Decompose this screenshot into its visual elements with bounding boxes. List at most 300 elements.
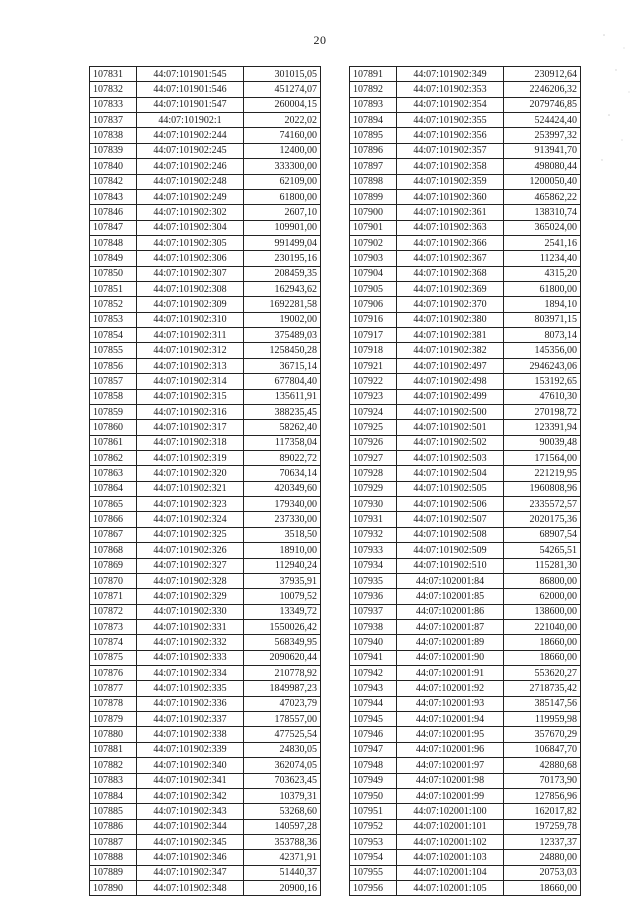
value-cell: 62109,00	[244, 174, 321, 189]
table-row	[350, 389, 581, 404]
table-row	[90, 543, 321, 558]
cadastral-number-cell: 44:07:101902:341	[137, 773, 244, 788]
value-cell: 61800,00	[504, 282, 581, 297]
row-number-cell: 107949	[350, 773, 397, 788]
value-cell: 3518,50	[244, 527, 321, 542]
value-cell: 1258450,28	[244, 343, 321, 358]
cadastral-number-cell: 44:07:101902:308	[137, 282, 244, 297]
table-row	[90, 773, 321, 788]
cadastral-number-cell: 44:07:101902:345	[137, 834, 244, 849]
row-number-cell: 107871	[90, 589, 137, 604]
row-number-cell: 107950	[350, 788, 397, 803]
row-number-cell: 107936	[350, 589, 397, 604]
row-number-cell: 107848	[90, 235, 137, 250]
cadastral-number-cell: 44:07:101902:370	[397, 297, 504, 312]
value-cell: 24880,00	[504, 850, 581, 865]
value-cell: 86800,00	[504, 573, 581, 588]
cadastral-number-cell: 44:07:101902:353	[397, 82, 504, 97]
value-cell: 18910,00	[244, 543, 321, 558]
row-number-cell: 107899	[350, 189, 397, 204]
table-row	[90, 97, 321, 112]
row-number-cell: 107857	[90, 374, 137, 389]
cadastral-number-cell: 44:07:101902:369	[397, 282, 504, 297]
table-row	[350, 497, 581, 512]
cadastral-number-cell: 44:07:101902:340	[137, 758, 244, 773]
value-cell: 36715,14	[244, 358, 321, 373]
cadastral-number-cell: 44:07:101902:317	[137, 420, 244, 435]
cadastral-number-cell: 44:07:102001:89	[397, 635, 504, 650]
row-number-cell: 107838	[90, 128, 137, 143]
row-number-cell: 107906	[350, 297, 397, 312]
value-cell: 357670,29	[504, 727, 581, 742]
row-number-cell: 107898	[350, 174, 397, 189]
row-number-cell: 107883	[90, 773, 137, 788]
row-number-cell: 107850	[90, 266, 137, 281]
value-cell: 12337,37	[504, 834, 581, 849]
cadastral-number-cell: 44:07:101902:354	[397, 97, 504, 112]
value-cell: 68907,54	[504, 527, 581, 542]
row-number-cell: 107953	[350, 834, 397, 849]
row-number-cell: 107923	[350, 389, 397, 404]
cadastral-number-cell: 44:07:102001:93	[397, 696, 504, 711]
table-row	[90, 328, 321, 343]
value-cell: 47610,30	[504, 389, 581, 404]
table-row	[350, 527, 581, 542]
row-number-cell: 107941	[350, 650, 397, 665]
value-cell: 178557,00	[244, 712, 321, 727]
table-row	[350, 312, 581, 327]
table-row	[90, 297, 321, 312]
row-number-cell: 107831	[90, 67, 137, 82]
value-cell: 2022,02	[244, 113, 321, 128]
cadastral-number-cell: 44:07:102001:102	[397, 834, 504, 849]
value-cell: 18660,00	[504, 650, 581, 665]
table-row	[90, 512, 321, 527]
table-row	[350, 773, 581, 788]
table-row	[90, 834, 321, 849]
cadastral-number-cell: 44:07:102001:104	[397, 865, 504, 880]
value-cell: 10379,31	[244, 788, 321, 803]
cadastral-number-cell: 44:07:101902:246	[137, 159, 244, 174]
row-number-cell: 107935	[350, 573, 397, 588]
cadastral-number-cell: 44:07:101902:508	[397, 527, 504, 542]
table-row	[90, 113, 321, 128]
value-cell: 8073,14	[504, 328, 581, 343]
value-cell: 2718735,42	[504, 681, 581, 696]
value-cell: 138310,74	[504, 205, 581, 220]
value-cell: 20900,16	[244, 881, 321, 896]
table-row	[90, 497, 321, 512]
row-number-cell: 107842	[90, 174, 137, 189]
cadastral-number-cell: 44:07:101902:510	[397, 558, 504, 573]
table-row	[350, 97, 581, 112]
value-cell: 58262,40	[244, 420, 321, 435]
row-number-cell: 107930	[350, 497, 397, 512]
row-number-cell: 107924	[350, 404, 397, 419]
cadastral-number-cell: 44:07:101902:323	[137, 497, 244, 512]
cadastral-number-cell: 44:07:101902:327	[137, 558, 244, 573]
cadastral-number-cell: 44:07:102001:84	[397, 573, 504, 588]
table-row	[350, 420, 581, 435]
cadastral-number-cell: 44:07:102001:94	[397, 712, 504, 727]
cadastral-number-cell: 44:07:101902:382	[397, 343, 504, 358]
table-row	[90, 404, 321, 419]
cadastral-number-cell: 44:07:101902:504	[397, 466, 504, 481]
table-row	[350, 758, 581, 773]
row-number-cell: 107940	[350, 635, 397, 650]
table-row	[350, 374, 581, 389]
table-row	[350, 512, 581, 527]
value-cell: 13349,72	[244, 604, 321, 619]
table-row	[350, 481, 581, 496]
value-cell: 74160,00	[244, 128, 321, 143]
row-number-cell: 107946	[350, 727, 397, 742]
table-row	[90, 251, 321, 266]
table-row	[90, 466, 321, 481]
table-row	[350, 850, 581, 865]
table-left-body	[90, 67, 321, 896]
cadastral-number-cell: 44:07:101902:381	[397, 328, 504, 343]
table-row	[90, 712, 321, 727]
cadastral-number-cell: 44:07:101902:329	[137, 589, 244, 604]
value-cell: 365024,00	[504, 220, 581, 235]
table-row	[90, 558, 321, 573]
value-cell: 270198,72	[504, 404, 581, 419]
value-cell: 465862,22	[504, 189, 581, 204]
value-cell: 568349,95	[244, 635, 321, 650]
row-number-cell: 107932	[350, 527, 397, 542]
table-row	[90, 727, 321, 742]
table-left	[89, 66, 321, 896]
value-cell: 53268,60	[244, 804, 321, 819]
value-cell: 24830,05	[244, 742, 321, 757]
table-row	[90, 159, 321, 174]
table-row	[350, 650, 581, 665]
cadastral-number-cell: 44:07:102001:90	[397, 650, 504, 665]
cadastral-number-cell: 44:07:101902:497	[397, 358, 504, 373]
cadastral-number-cell: 44:07:101902:359	[397, 174, 504, 189]
row-number-cell: 107853	[90, 312, 137, 327]
table-row	[350, 466, 581, 481]
table-row	[350, 189, 581, 204]
cadastral-number-cell: 44:07:101902:343	[137, 804, 244, 819]
cadastral-number-cell: 44:07:101902:318	[137, 435, 244, 450]
cadastral-number-cell: 44:07:101901:547	[137, 97, 244, 112]
table-row	[90, 881, 321, 896]
row-number-cell: 107847	[90, 220, 137, 235]
table-row	[350, 450, 581, 465]
cadastral-number-cell: 44:07:101902:348	[137, 881, 244, 896]
cadastral-number-cell: 44:07:102001:103	[397, 850, 504, 865]
table-row	[90, 266, 321, 281]
cadastral-number-cell: 44:07:101902:506	[397, 497, 504, 512]
cadastral-number-cell: 44:07:102001:95	[397, 727, 504, 742]
table-row	[350, 881, 581, 896]
value-cell: 153192,65	[504, 374, 581, 389]
table-row	[350, 82, 581, 97]
table-row	[90, 788, 321, 803]
value-cell: 237330,00	[244, 512, 321, 527]
row-number-cell: 107859	[90, 404, 137, 419]
cadastral-number-cell: 44:07:101902:336	[137, 696, 244, 711]
row-number-cell: 107938	[350, 619, 397, 634]
cadastral-number-cell: 44:07:101902:307	[137, 266, 244, 281]
table-row	[90, 850, 321, 865]
value-cell: 11234,40	[504, 251, 581, 266]
table-row	[90, 804, 321, 819]
cadastral-number-cell: 44:07:102001:92	[397, 681, 504, 696]
table-row	[90, 389, 321, 404]
value-cell: 42880,68	[504, 758, 581, 773]
value-cell: 61800,00	[244, 189, 321, 204]
table-row	[90, 220, 321, 235]
cadastral-number-cell: 44:07:101902:367	[397, 251, 504, 266]
table-row	[350, 635, 581, 650]
cadastral-number-cell: 44:07:102001:91	[397, 666, 504, 681]
cadastral-number-cell: 44:07:101902:358	[397, 159, 504, 174]
cadastral-number-cell: 44:07:101902:342	[137, 788, 244, 803]
scan-noise	[594, 30, 634, 170]
cadastral-number-cell: 44:07:101902:344	[137, 819, 244, 834]
row-number-cell: 107894	[350, 113, 397, 128]
cadastral-number-cell: 44:07:102001:85	[397, 589, 504, 604]
value-cell: 89022,72	[244, 450, 321, 465]
value-cell: 62000,00	[504, 589, 581, 604]
table-row	[90, 128, 321, 143]
cadastral-number-cell: 44:07:101902:366	[397, 235, 504, 250]
cadastral-number-cell: 44:07:101902:368	[397, 266, 504, 281]
cadastral-number-cell: 44:07:101902:332	[137, 635, 244, 650]
cadastral-number-cell: 44:07:101902:355	[397, 113, 504, 128]
value-cell: 2246206,32	[504, 82, 581, 97]
cadastral-number-cell: 44:07:101902:310	[137, 312, 244, 327]
table-row	[350, 727, 581, 742]
value-cell: 138600,00	[504, 604, 581, 619]
cadastral-number-cell: 44:07:101902:357	[397, 143, 504, 158]
table-row	[350, 589, 581, 604]
row-number-cell: 107956	[350, 881, 397, 896]
value-cell: 1849987,23	[244, 681, 321, 696]
cadastral-number-cell: 44:07:101902:314	[137, 374, 244, 389]
value-cell: 477525,54	[244, 727, 321, 742]
value-cell: 115281,30	[504, 558, 581, 573]
table-row	[350, 266, 581, 281]
table-row	[350, 573, 581, 588]
cadastral-number-cell: 44:07:101902:320	[137, 466, 244, 481]
table-row	[350, 788, 581, 803]
table-row	[90, 604, 321, 619]
table-row	[350, 343, 581, 358]
row-number-cell: 107948	[350, 758, 397, 773]
row-number-cell: 107896	[350, 143, 397, 158]
value-cell: 1692281,58	[244, 297, 321, 312]
cadastral-number-cell: 44:07:101902:338	[137, 727, 244, 742]
row-number-cell: 107839	[90, 143, 137, 158]
table-row	[350, 696, 581, 711]
cadastral-number-cell: 44:07:101901:545	[137, 67, 244, 82]
table-row	[350, 819, 581, 834]
row-number-cell: 107947	[350, 742, 397, 757]
cadastral-number-cell: 44:07:101902:302	[137, 205, 244, 220]
row-number-cell: 107855	[90, 343, 137, 358]
cadastral-number-cell: 44:07:101902:349	[397, 67, 504, 82]
row-number-cell: 107925	[350, 420, 397, 435]
row-number-cell: 107851	[90, 282, 137, 297]
cadastral-number-cell: 44:07:102001:105	[397, 881, 504, 896]
table-row	[350, 174, 581, 189]
cadastral-number-cell: 44:07:101902:339	[137, 742, 244, 757]
row-number-cell: 107926	[350, 435, 397, 450]
value-cell: 117358,04	[244, 435, 321, 450]
value-cell: 1960808,96	[504, 481, 581, 496]
cadastral-number-cell: 44:07:101902:507	[397, 512, 504, 527]
row-number-cell: 107884	[90, 788, 137, 803]
cadastral-number-cell: 44:07:101902:380	[397, 312, 504, 327]
row-number-cell: 107888	[90, 850, 137, 865]
row-number-cell: 107918	[350, 343, 397, 358]
cadastral-number-cell: 44:07:102001:99	[397, 788, 504, 803]
row-number-cell: 107840	[90, 159, 137, 174]
row-number-cell: 107893	[350, 97, 397, 112]
cadastral-number-cell: 44:07:101902:326	[137, 543, 244, 558]
table-row	[90, 696, 321, 711]
value-cell: 70634,14	[244, 466, 321, 481]
row-number-cell: 107843	[90, 189, 137, 204]
row-number-cell: 107864	[90, 481, 137, 496]
row-number-cell: 107887	[90, 834, 137, 849]
row-number-cell: 107849	[90, 251, 137, 266]
value-cell: 140597,28	[244, 819, 321, 834]
cadastral-number-cell: 44:07:101902:330	[137, 604, 244, 619]
cadastral-number-cell: 44:07:102001:101	[397, 819, 504, 834]
table-row	[90, 205, 321, 220]
value-cell: 524424,40	[504, 113, 581, 128]
value-cell: 70173,90	[504, 773, 581, 788]
cadastral-number-cell: 44:07:101902:304	[137, 220, 244, 235]
row-number-cell: 107922	[350, 374, 397, 389]
table-row	[90, 573, 321, 588]
value-cell: 42371,91	[244, 850, 321, 865]
value-cell: 260004,15	[244, 97, 321, 112]
table-row	[90, 374, 321, 389]
value-cell: 162017,82	[504, 804, 581, 819]
table-row	[90, 435, 321, 450]
table-row	[350, 205, 581, 220]
cadastral-number-cell: 44:07:101902:324	[137, 512, 244, 527]
cadastral-number-cell: 44:07:101902:334	[137, 666, 244, 681]
cadastral-number-cell: 44:07:102001:97	[397, 758, 504, 773]
row-number-cell: 107882	[90, 758, 137, 773]
row-number-cell: 107955	[350, 865, 397, 880]
value-cell: 54265,51	[504, 543, 581, 558]
value-cell: 18660,00	[504, 635, 581, 650]
value-cell: 106847,70	[504, 742, 581, 757]
value-cell: 119959,98	[504, 712, 581, 727]
row-number-cell: 107875	[90, 650, 137, 665]
value-cell: 333300,00	[244, 159, 321, 174]
value-cell: 2607,10	[244, 205, 321, 220]
cadastral-number-cell: 44:07:101902:309	[137, 297, 244, 312]
value-cell: 553620,27	[504, 666, 581, 681]
value-cell: 2946243,06	[504, 358, 581, 373]
row-number-cell: 107861	[90, 435, 137, 450]
row-number-cell: 107954	[350, 850, 397, 865]
value-cell: 10079,52	[244, 589, 321, 604]
table-row	[90, 619, 321, 634]
cadastral-number-cell: 44:07:101902:245	[137, 143, 244, 158]
row-number-cell: 107928	[350, 466, 397, 481]
value-cell: 2541,16	[504, 235, 581, 250]
value-cell: 51440,37	[244, 865, 321, 880]
table-row	[350, 435, 581, 450]
table-row	[350, 804, 581, 819]
table-row	[90, 450, 321, 465]
cadastral-number-cell: 44:07:101902:333	[137, 650, 244, 665]
row-number-cell: 107905	[350, 282, 397, 297]
table-right-body	[350, 67, 581, 896]
table-row	[90, 666, 321, 681]
table-row	[350, 251, 581, 266]
row-number-cell: 107858	[90, 389, 137, 404]
value-cell: 703623,45	[244, 773, 321, 788]
row-number-cell: 107944	[350, 696, 397, 711]
row-number-cell: 107856	[90, 358, 137, 373]
row-number-cell: 107863	[90, 466, 137, 481]
row-number-cell: 107878	[90, 696, 137, 711]
table-row	[350, 67, 581, 82]
value-cell: 230195,16	[244, 251, 321, 266]
row-number-cell: 107866	[90, 512, 137, 527]
row-number-cell: 107945	[350, 712, 397, 727]
cadastral-number-cell: 44:07:101902:312	[137, 343, 244, 358]
row-number-cell: 107897	[350, 159, 397, 174]
value-cell: 112940,24	[244, 558, 321, 573]
table-row	[90, 420, 321, 435]
row-number-cell: 107837	[90, 113, 137, 128]
row-number-cell: 107886	[90, 819, 137, 834]
table-row	[90, 82, 321, 97]
row-number-cell: 107892	[350, 82, 397, 97]
row-number-cell: 107917	[350, 328, 397, 343]
value-cell: 179340,00	[244, 497, 321, 512]
cadastral-number-cell: 44:07:101902:361	[397, 205, 504, 220]
table-row	[90, 742, 321, 757]
table-row	[90, 358, 321, 373]
table-row	[90, 282, 321, 297]
value-cell: 353788,36	[244, 834, 321, 849]
row-number-cell: 107879	[90, 712, 137, 727]
value-cell: 253997,32	[504, 128, 581, 143]
value-cell: 1200050,40	[504, 174, 581, 189]
cadastral-number-cell: 44:07:101902:505	[397, 481, 504, 496]
row-number-cell: 107934	[350, 558, 397, 573]
row-number-cell: 107877	[90, 681, 137, 696]
table-row	[350, 865, 581, 880]
table-row	[90, 865, 321, 880]
cadastral-number-cell: 44:07:101902:244	[137, 128, 244, 143]
row-number-cell: 107833	[90, 97, 137, 112]
cadastral-number-cell: 44:07:101902:321	[137, 481, 244, 496]
row-number-cell: 107890	[90, 881, 137, 896]
value-cell: 4315,20	[504, 266, 581, 281]
cadastral-number-cell: 44:07:101902:363	[397, 220, 504, 235]
value-cell: 145356,00	[504, 343, 581, 358]
row-number-cell: 107933	[350, 543, 397, 558]
cadastral-number-cell: 44:07:101902:509	[397, 543, 504, 558]
value-cell: 197259,78	[504, 819, 581, 834]
value-cell: 498080,44	[504, 159, 581, 174]
value-cell: 162943,62	[244, 282, 321, 297]
